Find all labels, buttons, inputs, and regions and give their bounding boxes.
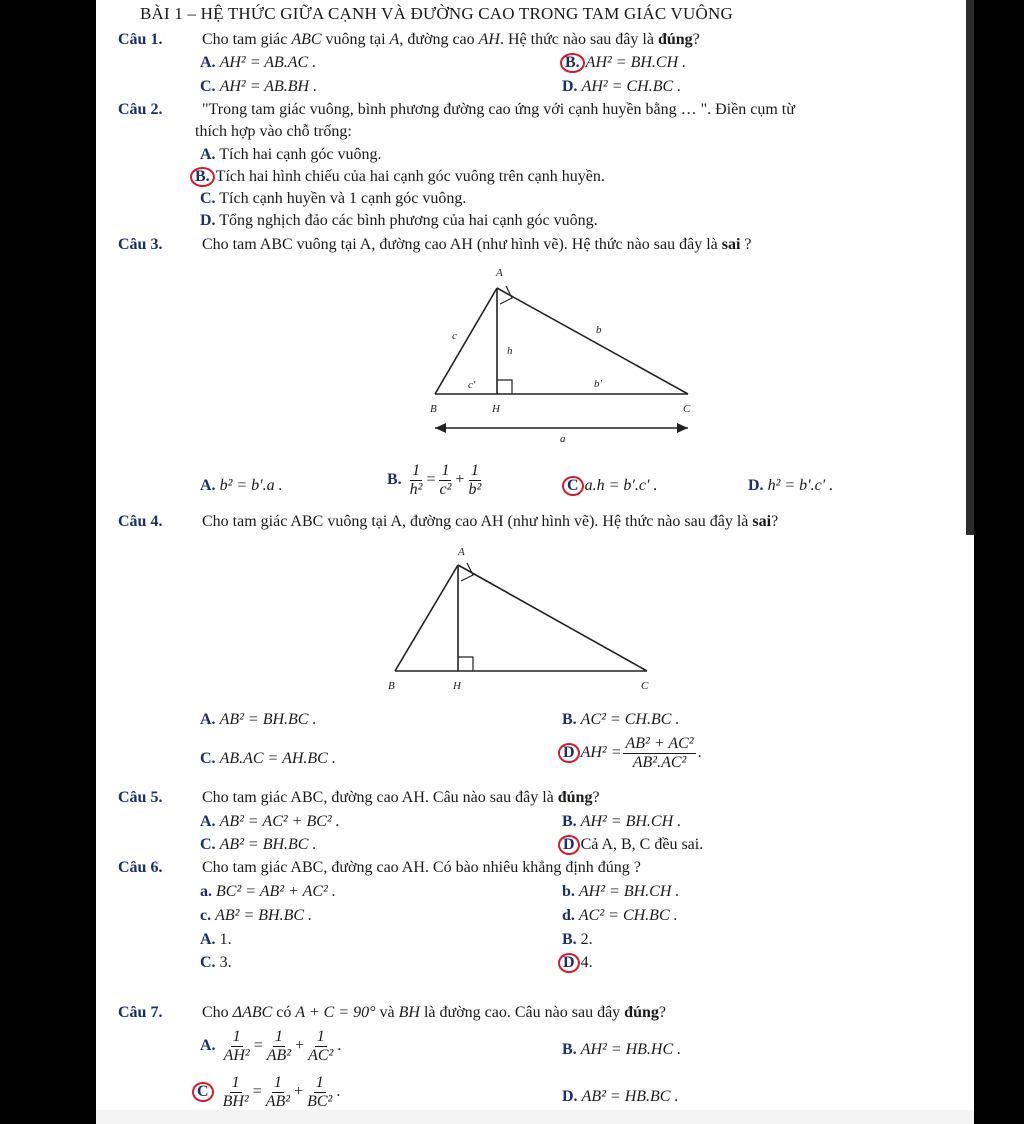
question-3-number: Câu 3.: [118, 236, 163, 253]
triangle-figure-q4: [385, 543, 665, 693]
q3-option-d[interactable]: D. h² = b′.c′ .: [748, 477, 834, 494]
q4-option-c[interactable]: C. AB.AC = AH.BC .: [200, 750, 336, 767]
side-c-label: c: [452, 330, 457, 342]
question-4-stem: Cho tam giác ABC vuông tại A, đường cao AH (như hình vẽ). Hệ thức nào sau đây là sai?: [202, 513, 779, 530]
q2-option-c[interactable]: C. Tích cạnh huyền và 1 cạnh góc vuông.: [200, 190, 467, 207]
question-1-stem: Cho tam giác ABC vuông tại A, đường cao AH. Hệ thức nào sau đây là đúng?: [202, 31, 700, 48]
page-title: BÀI 1 – HỆ THỨC GIỮA CẠNH VÀ ĐƯỜNG CAO TRONG TAM GIÁC VUÔNG: [140, 4, 733, 23]
q5-option-d[interactable]: D Cả A, B, C đều sai.: [558, 835, 703, 855]
q6-option-c[interactable]: C. 3.: [200, 954, 232, 971]
q5-option-c[interactable]: C. AB² = BH.BC .: [200, 836, 317, 853]
selected-answer-circle: B.: [560, 53, 585, 73]
segment-bprime-label: b′: [594, 378, 602, 390]
selected-answer-circle: C: [562, 476, 584, 496]
left-dark-margin: [0, 0, 96, 1124]
q1-option-c[interactable]: C. AH² = AB.BH .: [200, 78, 318, 95]
selected-answer-circle: D: [558, 743, 580, 763]
selected-answer-circle: D: [558, 835, 580, 855]
q5-option-a[interactable]: A. AB² = AC² + BC² .: [200, 813, 340, 830]
selected-answer-circle: D: [558, 953, 580, 973]
q7-option-a[interactable]: A. $\frac{1}{\text{AH²}}$ = $\frac{1}{\text{AB²}}$ + $\frac{1}{\text{AC²}}$ .: [200, 1028, 342, 1064]
q6-option-d[interactable]: D 4.: [558, 953, 593, 973]
question-7-number: Câu 7.: [118, 1004, 163, 1021]
q6-statement-b: b. AH² = BH.CH .: [562, 883, 680, 900]
question-3-stem: Cho tam ABC vuông tại A, đường cao AH (như hình vẽ). Hệ thức nào sau đây là sai ?: [202, 236, 752, 253]
q7-option-c[interactable]: C $\frac{1}{\text{BH²}}$ = $\frac{1}{\text{AB²}}$ + $\frac{1}{\text{BC²}}$ .: [192, 1074, 340, 1111]
triangle-figure-q3: [420, 262, 710, 447]
question-4-number: Câu 4.: [118, 513, 163, 530]
question-6-number: Câu 6.: [118, 859, 163, 876]
question-2-stem: "Trong tam giác vuông, bình phương đường cao ứng với cạnh huyền bằng … ". Điền cụm từ: [202, 101, 795, 118]
question-2-number: Câu 2.: [118, 101, 163, 118]
question-1-number: Câu 1.: [118, 31, 163, 48]
q1-option-b[interactable]: B. AH² = BH.CH .: [560, 53, 686, 73]
q6-statement-c: c. AB² = BH.BC .: [200, 907, 313, 924]
q6-statement-d: d. AC² = CH.BC .: [562, 907, 678, 924]
right-dark-margin: [974, 0, 1024, 1124]
selected-answer-circle: C: [192, 1082, 214, 1102]
q2-option-d[interactable]: D. Tổng nghịch đảo các bình phương của hai cạnh góc vuông.: [200, 212, 598, 229]
segment-cprime-label: c′: [468, 379, 476, 391]
q4-option-d[interactable]: D AH² = $\frac{\text{AB² + AC²}}{\text{AB².AC²}}$ .: [558, 735, 702, 772]
question-2-stem-cont: thích hợp vào chỗ trống:: [195, 123, 352, 140]
q7-option-b[interactable]: B. AH² = HB.HC .: [562, 1041, 682, 1058]
q4-option-b[interactable]: B. AC² = CH.BC .: [562, 711, 680, 728]
q6-option-b[interactable]: B. 2.: [562, 931, 593, 948]
question-5-stem: Cho tam giác ABC, đường cao AH. Câu nào sau đây là đúng?: [202, 789, 600, 806]
scrollbar[interactable]: [966, 0, 974, 535]
selected-answer-circle: B.: [190, 167, 215, 187]
vertex-a-label: A: [458, 546, 465, 558]
q7-option-d[interactable]: D. AB² = HB.BC .: [562, 1088, 679, 1105]
page-bottom-edge: [96, 1110, 974, 1124]
foot-h-label: H: [453, 680, 461, 692]
q2-option-b[interactable]: B. Tích hai hình chiếu của hai cạnh góc vuông trên cạnh huyền.: [190, 167, 605, 187]
q5-option-b[interactable]: B. AH² = BH.CH .: [562, 813, 682, 830]
height-h-label: h: [507, 345, 513, 357]
question-6-stem: Cho tam giác ABC, đường cao AH. Có bào nhiêu khẳng định đúng ?: [202, 859, 641, 876]
foot-h-label: H: [492, 403, 500, 415]
side-a-label: a: [560, 433, 566, 445]
question-7-stem: Cho ΔABC có A + C = 90° và BH là đường cao. Câu nào sau đây đúng?: [202, 1004, 666, 1021]
q2-option-a[interactable]: A. Tích hai cạnh góc vuông.: [200, 146, 382, 163]
q3-option-b[interactable]: B. $\frac{1}{\text{h²}}$ = $\frac{1}{\text{c²}}$ + $\frac{1}{\text{b²}}$: [387, 462, 482, 498]
side-b-label: b: [596, 324, 602, 336]
question-5-number: Câu 5.: [118, 789, 163, 806]
vertex-c-label: C: [683, 403, 691, 415]
q1-option-d[interactable]: D. AH² = CH.BC .: [562, 78, 682, 95]
q3-option-c[interactable]: C a.h = b′.c′ .: [562, 476, 657, 496]
vertex-a-label: A: [496, 267, 503, 279]
vertex-b-label: B: [430, 403, 437, 415]
vertex-c-label: C: [641, 680, 649, 692]
q4-option-a[interactable]: A. AB² = BH.BC .: [200, 711, 317, 728]
q3-option-a[interactable]: A. b² = b′.a .: [200, 477, 283, 494]
q6-statement-a: a. BC² = AB² + AC² .: [200, 883, 336, 900]
q1-option-a[interactable]: A. AH² = AB.AC .: [200, 54, 317, 71]
vertex-b-label: B: [388, 680, 395, 692]
q6-option-a[interactable]: A. 1.: [200, 931, 232, 948]
